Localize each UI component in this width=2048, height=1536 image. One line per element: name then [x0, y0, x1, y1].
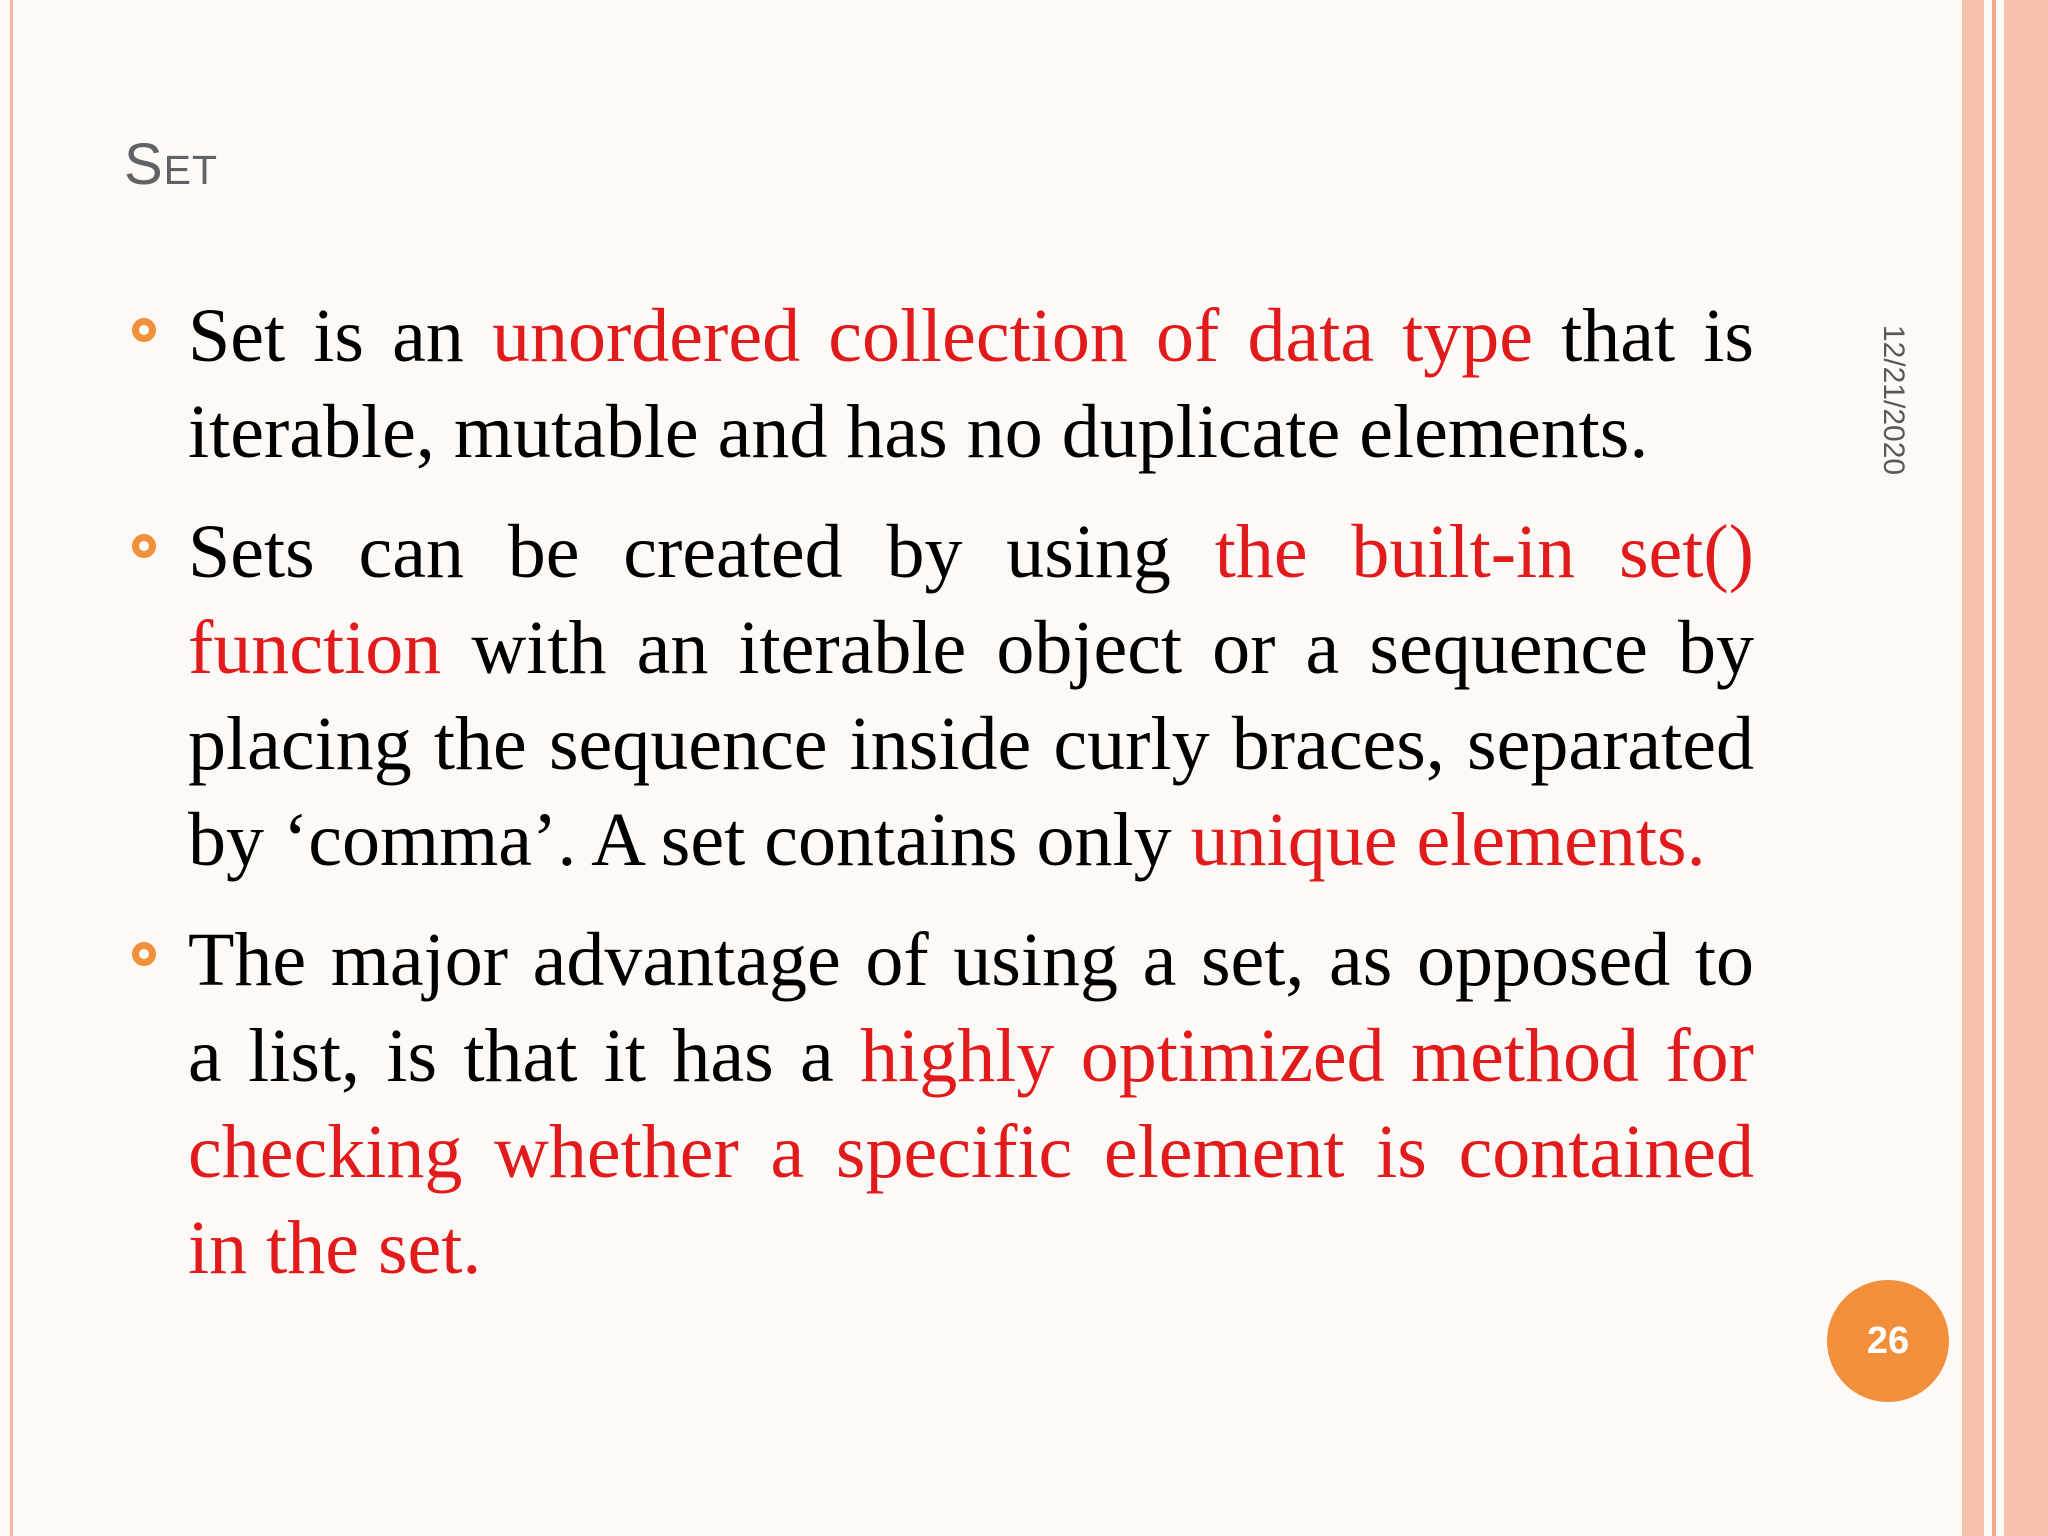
slide-date: 12/21/2020: [1877, 324, 1910, 476]
bullet-item-2: [132, 504, 1754, 888]
bullet-text: The major advantage of using a set, as opposed to a list, is that it has a: [188, 918, 1754, 1098]
page-number-badge: 26: [1827, 1280, 1949, 1402]
bullet-text: that is iterable, mutable and has no duplicate elements.: [188, 294, 1754, 474]
bullet-item-3: [132, 912, 1754, 1296]
bullet-text: Set is an: [188, 294, 492, 378]
bullet-marker-icon: [132, 942, 156, 966]
right-border-outer: [2004, 0, 2048, 1536]
bullet-item-1: [132, 288, 1754, 480]
bullet-highlight: unordered collection of data type: [491, 294, 1534, 378]
right-border-band: [1962, 0, 1984, 1536]
bullet-text: with an iterable object or a sequence by placing the sequence inside curly braces, separated by ‘comma’. A set contains only: [188, 606, 1754, 882]
bullet-marker-icon: [132, 318, 156, 342]
bullet-marker-icon: [132, 534, 156, 558]
bullet-highlight: unique elements.: [1190, 798, 1706, 882]
bullet-highlight: the built-in set() function: [188, 510, 1754, 690]
left-border-line: [10, 0, 13, 1536]
slide-title: Set: [124, 132, 219, 197]
bullet-list: [132, 288, 1754, 1320]
right-border-line: [1992, 0, 1996, 1536]
bullet-text: Sets can be created by using: [188, 510, 1215, 594]
bullet-highlight: highly optimized method for checking whether a specific element is contained in the set.: [188, 1014, 1754, 1290]
